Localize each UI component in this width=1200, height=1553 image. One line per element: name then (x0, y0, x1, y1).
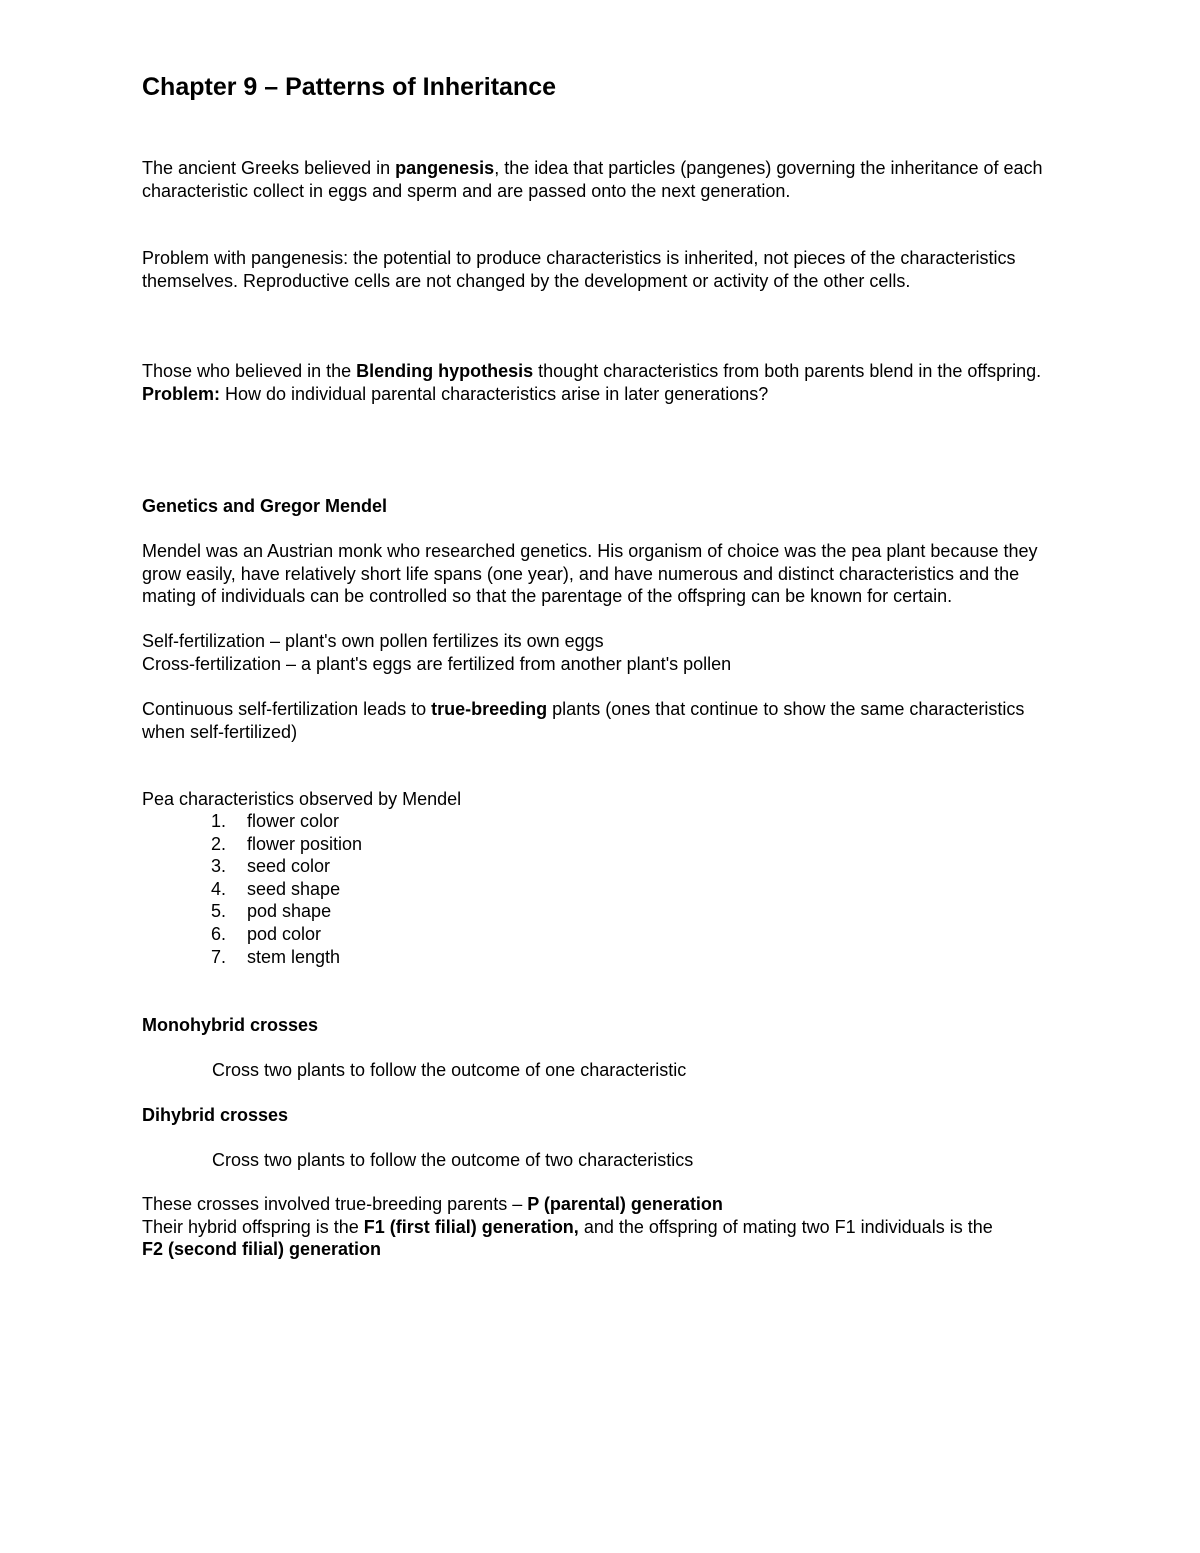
list-item (211, 855, 362, 878)
term-f2-generation: F2 (second filial) generation (142, 1239, 382, 1259)
paragraph-line (142, 1216, 1132, 1239)
term-true-breeding: true-breeding (431, 699, 548, 719)
list-number: 5. (211, 901, 227, 922)
paragraph-line: Mendel was an Austrian monk who researched genetics. His organism of choice was the pea plant because they (142, 541, 1038, 561)
list-item (211, 878, 362, 901)
term-blending-hypothesis: Blending hypothesis (356, 361, 534, 381)
list-intro: Pea characteristics observed by Mendel (142, 789, 462, 809)
list-text: pod shape (247, 901, 332, 922)
page-title: Chapter 9 – Patterns of Inheritance (142, 73, 557, 101)
paragraph-line (142, 383, 1132, 406)
paragraph-line: mating of individuals can be controlled so that the parentage of the offspring can be known for certain. (142, 586, 953, 606)
text-run: thought characteristics from both parents blend in the offspring. (533, 361, 1042, 381)
heading-dihybrid: Dihybrid crosses (142, 1105, 289, 1125)
list-number: 2. (211, 833, 227, 854)
text-run: Continuous self-fertilization leads to (142, 699, 432, 719)
paragraph-mendel (142, 540, 1132, 608)
term-f1-generation: F1 (first filial) generation, (363, 1216, 579, 1237)
list-number: 4. (211, 878, 227, 899)
paragraph-line: characteristic collect in eggs and sperm and are passed onto the next generation. (142, 180, 791, 201)
paragraph-line (142, 698, 1132, 721)
paragraph-line: Cross-fertilization – a plant's eggs are fertilized from another plant's pollen (142, 653, 732, 674)
paragraph-pangenesis (142, 157, 1132, 202)
text-run: Their hybrid offspring is the (142, 1216, 364, 1237)
term-pangenesis: pangenesis (395, 158, 495, 178)
monohybrid-description: Cross two plants to follow the outcome of one characteristic (212, 1060, 687, 1080)
list-text: pod color (247, 923, 322, 944)
characteristics-list (211, 810, 362, 968)
list-number: 3. (211, 856, 227, 877)
text-run: and the offspring of mating two F1 individuals is the (578, 1216, 993, 1237)
text-run: These crosses involved true-breeding parents – (142, 1194, 528, 1214)
list-number: 6. (211, 923, 227, 944)
list-text: stem length (247, 946, 341, 967)
heading-monohybrid: Monohybrid crosses (142, 1015, 319, 1035)
list-text: flower position (247, 833, 363, 854)
paragraph-true-breeding (142, 698, 1132, 743)
paragraph-line: when self-fertilized) (142, 721, 298, 742)
paragraph-blending (142, 360, 1132, 405)
paragraph-line: Problem with pangenesis: the potential to produce characteristics is inherited, not pieces of the characteristics (142, 248, 1016, 268)
list-item (211, 900, 362, 923)
paragraph-line (142, 157, 1132, 180)
list-text: seed color (247, 856, 331, 877)
list-item (211, 810, 362, 833)
paragraph-line: grow easily, have relatively short life spans (one year), and have numerous and distinct characteristics and the (142, 563, 1020, 584)
list-item (211, 833, 362, 856)
text-run: How do individual parental characteristics arise in later generations? (220, 383, 769, 404)
text-run: The ancient Greeks believed in (142, 158, 396, 178)
list-text: seed shape (247, 878, 341, 899)
heading-genetics: Genetics and Gregor Mendel (142, 496, 388, 516)
term-p-generation: P (parental) generation (527, 1194, 723, 1214)
paragraph-line (142, 1238, 1132, 1261)
list-number: 7. (211, 946, 227, 967)
paragraph-line (142, 360, 1132, 383)
problem-label: Problem: (142, 383, 221, 404)
text-run: , the idea that particles (pangenes) governing the inheritance of each (494, 158, 1043, 178)
text-run: plants (ones that continue to show the same characteristics (547, 699, 1025, 719)
paragraph-generations (142, 1193, 1132, 1261)
list-item (211, 946, 362, 969)
paragraph-line: themselves. Reproductive cells are not changed by the development or activity of the other cells. (142, 270, 911, 291)
list-item (211, 923, 362, 946)
list-number: 1. (211, 811, 227, 831)
paragraph-pangenesis-problem (142, 247, 1132, 292)
text-run: Those who believed in the (142, 361, 357, 381)
dihybrid-description: Cross two plants to follow the outcome of two characteristics (212, 1150, 694, 1170)
paragraph-line (142, 1193, 1132, 1216)
paragraph-line: Self-fertilization – plant's own pollen fertilizes its own eggs (142, 631, 604, 651)
paragraph-fertilization (142, 630, 1132, 675)
list-text: flower color (247, 811, 340, 831)
